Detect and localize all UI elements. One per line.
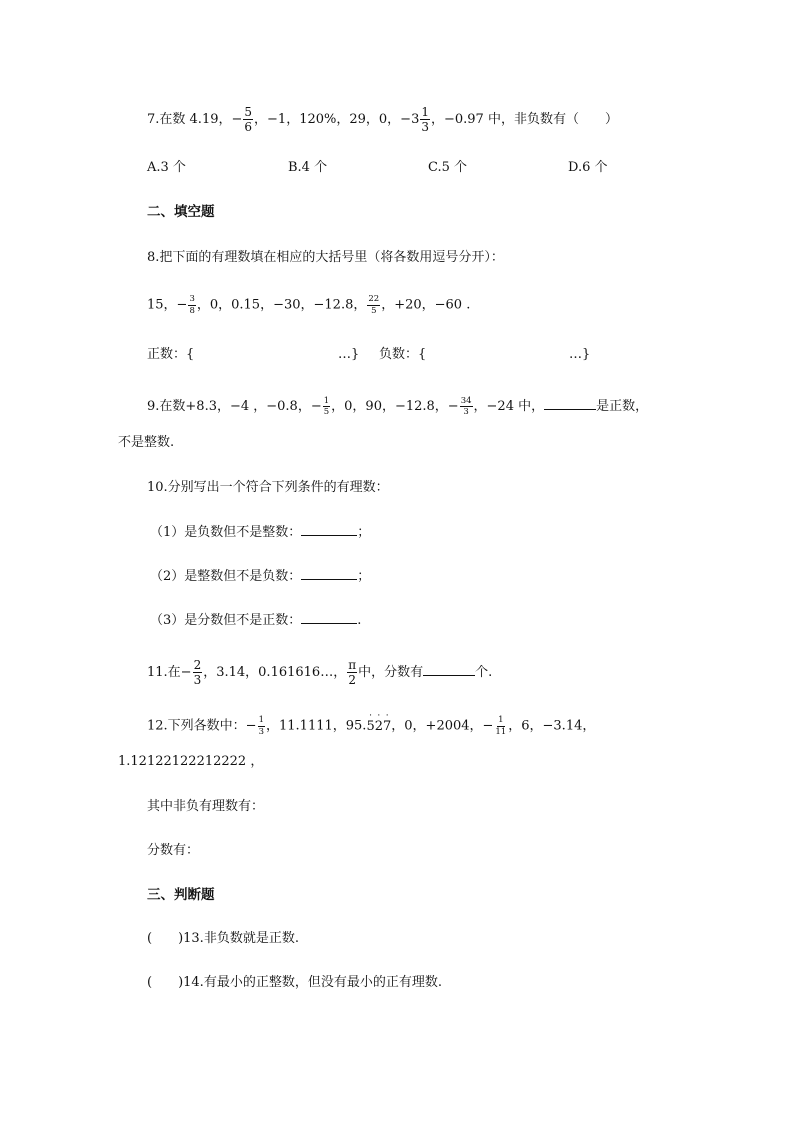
q12-fractions-label: 分数有： — [147, 843, 200, 858]
positive-set-label: 正数：{ — [147, 347, 195, 362]
q10-item-1 — [150, 521, 370, 543]
fraction-numerator: 1 — [258, 715, 264, 725]
fraction-numerator: 1 — [498, 715, 504, 725]
fraction-denominator: 3 — [193, 673, 202, 687]
q7-text-start: 7.在数 4.19， — [147, 112, 232, 127]
q9-text-start: 9.在数+8.3，−4 ，−0.8，− — [147, 399, 322, 414]
section-heading-fill-in: 二、填空题 — [147, 204, 215, 220]
fraction-numerator: 5 — [244, 105, 253, 119]
fraction-1-11 — [494, 716, 507, 736]
fraction-22-5 — [367, 295, 380, 315]
option-d[interactable]: D.6 个 — [568, 160, 608, 175]
question-14: ( )14.有最小的正整数，但没有最小的正有理数. — [147, 975, 442, 990]
fraction-numerator: 22 — [368, 294, 380, 304]
fraction-numerator: 34 — [460, 395, 472, 406]
repeating-digit — [366, 710, 375, 737]
q12-nonnegative-label: 其中非负有理数有： — [147, 799, 265, 814]
q12-text-start: 12.下列各数中：− — [147, 718, 257, 734]
question-13: ( )13.非负数就是正数. — [147, 931, 299, 946]
option-b[interactable]: B.4 个 — [288, 160, 328, 175]
question-12 — [147, 710, 596, 737]
fraction-denominator: 8 — [189, 305, 195, 316]
q9-text-tail: 是正数， — [596, 399, 649, 414]
q11-text-start: 11.在− — [147, 665, 192, 680]
question-10-title: 10.分别写出一个符合下列条件的有理数： — [147, 480, 389, 495]
repeating-digit — [383, 710, 392, 737]
fraction-numerator: 3 — [189, 294, 195, 304]
question-8-numbers — [147, 295, 470, 316]
fraction-pi-2 — [347, 659, 357, 686]
digit: 5 — [366, 718, 375, 734]
q10-item-label: （1）是负数但不是整数： — [150, 525, 302, 540]
answer-blank[interactable] — [544, 395, 596, 410]
q8-nums-start: 15，− — [147, 297, 188, 313]
q9-line-2: 不是整数. — [118, 435, 175, 450]
q8-nums-end: ，+20，−60 . — [381, 297, 471, 313]
fraction-2-3 — [193, 659, 203, 686]
fraction-numerator: 2 — [193, 658, 202, 672]
fraction-denominator: 3 — [421, 120, 429, 134]
fraction-denominator: 3 — [258, 726, 264, 737]
answer-blank[interactable] — [423, 661, 475, 676]
repeat-dot: · — [377, 710, 381, 721]
answer-blank[interactable] — [301, 521, 357, 536]
answer-blank[interactable] — [301, 565, 357, 580]
fraction-34-3 — [460, 397, 473, 417]
q11-text-mid: ，3.14，0.161616…， — [203, 665, 347, 680]
fraction-5-6 — [243, 106, 253, 133]
fraction-denominator: 2 — [348, 673, 356, 687]
q10-item-label: （2）是整数但不是负数： — [150, 569, 302, 584]
q8-answer-sets — [147, 345, 607, 365]
fraction-1-3 — [258, 716, 265, 736]
fraction-numerator: π — [348, 658, 357, 672]
digit: 2 — [374, 718, 383, 734]
q7-options — [147, 158, 647, 178]
q8-nums-mid: ，0，0.15，−30，−12.8， — [196, 297, 367, 313]
q12-line-2: 1.12122122212222 ， — [118, 754, 264, 769]
repeating-digit — [374, 710, 383, 737]
question-9 — [147, 395, 648, 417]
q9-text-mid: ，0，90，−12.8，− — [331, 399, 459, 414]
fraction-denominator: 6 — [244, 120, 253, 134]
positive-set-end: …} — [338, 347, 360, 362]
q11-text-end: 中，分数有 — [358, 665, 424, 680]
fraction-denominator: 5 — [371, 305, 377, 316]
fraction-numerator: 1 — [421, 105, 429, 119]
q7-text-mid: ，−1，120%，29，0，−3 — [254, 112, 420, 127]
fraction-3-8 — [188, 295, 195, 315]
fraction-denominator: 11 — [495, 726, 507, 737]
fraction-1-5 — [323, 397, 330, 417]
option-c[interactable]: C.5 个 — [428, 160, 468, 175]
fraction-numerator: 1 — [323, 395, 330, 406]
punctuation: . — [357, 613, 362, 628]
option-a[interactable]: A.3 个 — [147, 160, 186, 175]
fraction-1-3 — [420, 106, 430, 133]
question-11 — [147, 659, 492, 686]
q9-text-end: ，−24 中， — [473, 399, 545, 414]
q11-text-tail: 个. — [475, 665, 493, 680]
repeat-dot: · — [369, 710, 373, 721]
question-7 — [147, 106, 618, 133]
minus-sign: − — [231, 112, 243, 127]
punctuation: ； — [357, 525, 371, 540]
q12-text-end: ，6，−3.14， — [508, 718, 596, 734]
section-heading-true-false: 三、判断题 — [147, 887, 215, 903]
answer-blank[interactable] — [301, 609, 357, 624]
q7-text-end: ，−0.97 中，非负数有（ ） — [430, 112, 618, 127]
negative-set-end: …} — [569, 347, 591, 362]
q12-text-mid2: ，0，+2004，− — [391, 718, 494, 734]
repeat-dot: · — [385, 710, 389, 721]
fraction-denominator: 5 — [323, 407, 330, 417]
q10-item-label: （3）是分数但不是正数： — [150, 613, 302, 628]
question-8-title: 8.把下面的有理数填在相应的大括号里（将各数用逗号分开）： — [147, 250, 504, 265]
q12-text-mid: ，11.1111，95. — [266, 718, 367, 734]
digit: 7 — [383, 718, 392, 734]
negative-set-label: 负数：{ — [379, 347, 427, 362]
fraction-denominator: 3 — [463, 407, 469, 417]
q10-item-3 — [150, 609, 361, 631]
q10-item-2 — [150, 565, 370, 587]
punctuation: ； — [357, 569, 371, 584]
